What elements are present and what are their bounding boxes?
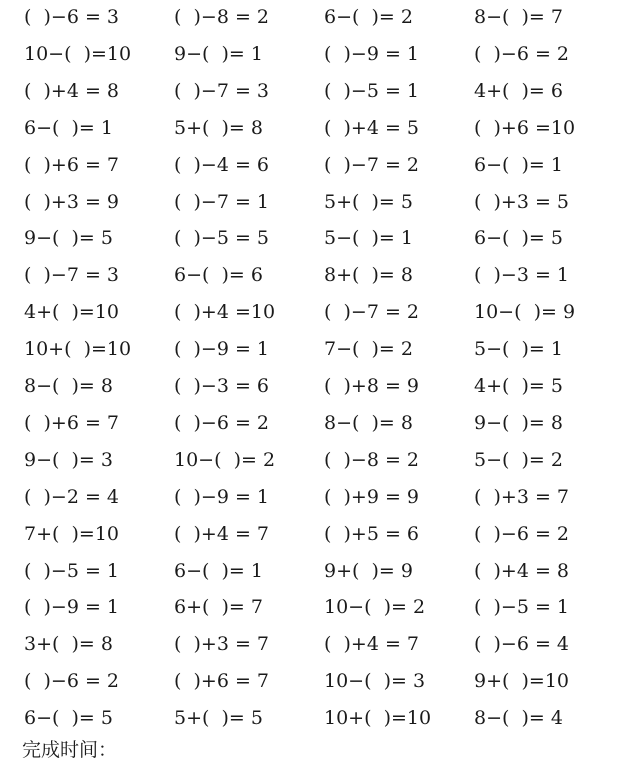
equation-cell: ( )+3 = 5 — [474, 190, 569, 213]
completion-time-label: 完成时间： — [22, 739, 118, 761]
equation-cell: ( )+4 =10 — [174, 301, 276, 324]
equation-row — [0, 0, 619, 36]
equation-cell: 6−( )= 1 — [474, 153, 563, 176]
equation-cell: 5+( )= 5 — [324, 190, 413, 213]
equation-cell: 8−( )= 8 — [324, 411, 413, 434]
equation-row — [0, 626, 619, 663]
equation-cell: 10−( )= 9 — [474, 301, 576, 324]
equation-cell: 5−( )= 2 — [474, 448, 563, 471]
equation-cell: 5+( )= 5 — [174, 707, 263, 730]
equation-cell: 7+( )=10 — [24, 522, 120, 545]
equation-cell: 5+( )= 8 — [174, 116, 263, 139]
equation-cell: ( )−4 = 6 — [174, 153, 269, 176]
equation-cell: 10−( )= 2 — [324, 596, 426, 619]
equation-cell: 9−( )= 3 — [24, 448, 113, 471]
equation-cell: 6−( )= 6 — [174, 264, 263, 287]
equation-cell: 5−( )= 1 — [474, 338, 563, 361]
equation-cell: 8−( )= 7 — [474, 6, 563, 28]
equation-cell: ( )−7 = 3 — [174, 79, 269, 102]
equation-cell: ( )−6 = 2 — [474, 42, 569, 65]
equation-cell: ( )+6 = 7 — [24, 411, 119, 434]
equation-cell: 10+( )=10 — [324, 707, 432, 730]
equation-cell: ( )+3 = 9 — [24, 190, 119, 213]
equation-row — [0, 553, 619, 590]
equation-cell: 10−( )=10 — [24, 42, 132, 65]
equation-cell: ( )+8 = 9 — [324, 375, 419, 397]
equation-cell: 10+( )=10 — [24, 338, 132, 361]
equation-row — [0, 442, 619, 479]
equation-cell: 9+( )= 9 — [324, 559, 413, 582]
equation-row — [0, 368, 619, 405]
equation-cell: ( )+6 = 7 — [174, 670, 269, 693]
equation-cell: ( )+3 = 7 — [174, 633, 269, 656]
equation-cell: 10−( )= 2 — [174, 448, 276, 471]
equation-row — [0, 220, 619, 257]
equation-row — [0, 331, 619, 368]
equation-cell: 7−( )= 2 — [324, 338, 413, 361]
equation-cell: ( )−8 = 2 — [324, 448, 419, 471]
equation-cell: ( )−8 = 2 — [174, 6, 269, 28]
equation-cell: 4+( )= 5 — [474, 375, 563, 397]
equation-cell: 9−( )= 8 — [474, 411, 563, 434]
equation-cell: ( )−9 = 1 — [174, 485, 269, 508]
equation-cell: ( )+6 = 7 — [24, 153, 119, 176]
equation-cell: 9+( )=10 — [474, 670, 570, 693]
equation-cell: 8−( )= 8 — [24, 375, 113, 397]
equation-row — [0, 479, 619, 516]
equation-cell: 3+( )= 8 — [24, 633, 113, 656]
equation-cell: 6−( )= 5 — [474, 227, 563, 250]
equation-cell: ( )+4 = 7 — [174, 522, 269, 545]
equation-cell: ( )−9 = 1 — [174, 338, 269, 361]
equation-cell: 10−( )= 3 — [324, 670, 426, 693]
equation-cell: ( )−6 = 3 — [24, 6, 119, 28]
equation-cell: ( )−3 = 1 — [474, 264, 569, 287]
equation-cell: 4+( )=10 — [24, 301, 120, 324]
equation-row — [0, 110, 619, 147]
equation-cell: 6−( )= 1 — [174, 559, 263, 582]
equation-cell: ( )−6 = 2 — [174, 411, 269, 434]
equation-cell: ( )−2 = 4 — [24, 485, 119, 508]
equation-cell: ( )−9 = 1 — [24, 596, 119, 619]
equation-row — [0, 184, 619, 221]
equation-cell: 6+( )= 7 — [174, 596, 263, 619]
equation-row — [0, 257, 619, 294]
equation-cell: ( )−7 = 2 — [324, 153, 419, 176]
equation-cell: ( )−6 = 4 — [474, 633, 569, 656]
equation-cell: ( )−9 = 1 — [324, 42, 419, 65]
equation-cell: 8−( )= 4 — [474, 707, 563, 730]
equation-row — [0, 663, 619, 700]
equation-cell: 5−( )= 1 — [324, 227, 413, 250]
equation-row — [0, 516, 619, 553]
equation-cell: ( )−6 = 2 — [24, 670, 119, 693]
equation-cell: 8+( )= 8 — [324, 264, 413, 287]
equation-cell: ( )−3 = 6 — [174, 375, 269, 397]
equation-cell: ( )−5 = 1 — [324, 79, 419, 102]
equation-cell: ( )−6 = 2 — [474, 522, 569, 545]
equation-row — [0, 589, 619, 626]
equation-row — [0, 405, 619, 442]
equation-cell: ( )−7 = 3 — [24, 264, 119, 287]
equation-cell: ( )−7 = 1 — [174, 190, 269, 213]
equation-cell: ( )−5 = 5 — [174, 227, 269, 250]
equation-cell: ( )+3 = 7 — [474, 485, 569, 508]
equation-cell: 9−( )= 5 — [24, 227, 113, 250]
equation-cell: ( )+4 = 7 — [324, 633, 419, 656]
equation-cell: 4+( )= 6 — [474, 79, 563, 102]
equation-cell: ( )+9 = 9 — [324, 485, 419, 508]
equation-cell: ( )+6 =10 — [474, 116, 576, 139]
equation-cell: 6−( )= 5 — [24, 707, 113, 730]
equation-row — [0, 700, 619, 737]
equation-cell: ( )+4 = 8 — [24, 79, 119, 102]
equation-row — [0, 147, 619, 184]
equation-cell: 6−( )= 1 — [24, 116, 113, 139]
equation-cell: ( )+5 = 6 — [324, 522, 419, 545]
equation-cell: ( )+4 = 8 — [474, 559, 569, 582]
equation-row — [0, 73, 619, 110]
equation-cell: ( )−7 = 2 — [324, 301, 419, 324]
equation-cell: 6−( )= 2 — [324, 6, 413, 28]
equation-cell: ( )−5 = 1 — [24, 559, 119, 582]
equation-row — [0, 36, 619, 73]
equation-cell: 9−( )= 1 — [174, 42, 263, 65]
equation-cell: ( )+4 = 5 — [324, 116, 419, 139]
equation-row — [0, 294, 619, 331]
equation-cell: ( )−5 = 1 — [474, 596, 569, 619]
